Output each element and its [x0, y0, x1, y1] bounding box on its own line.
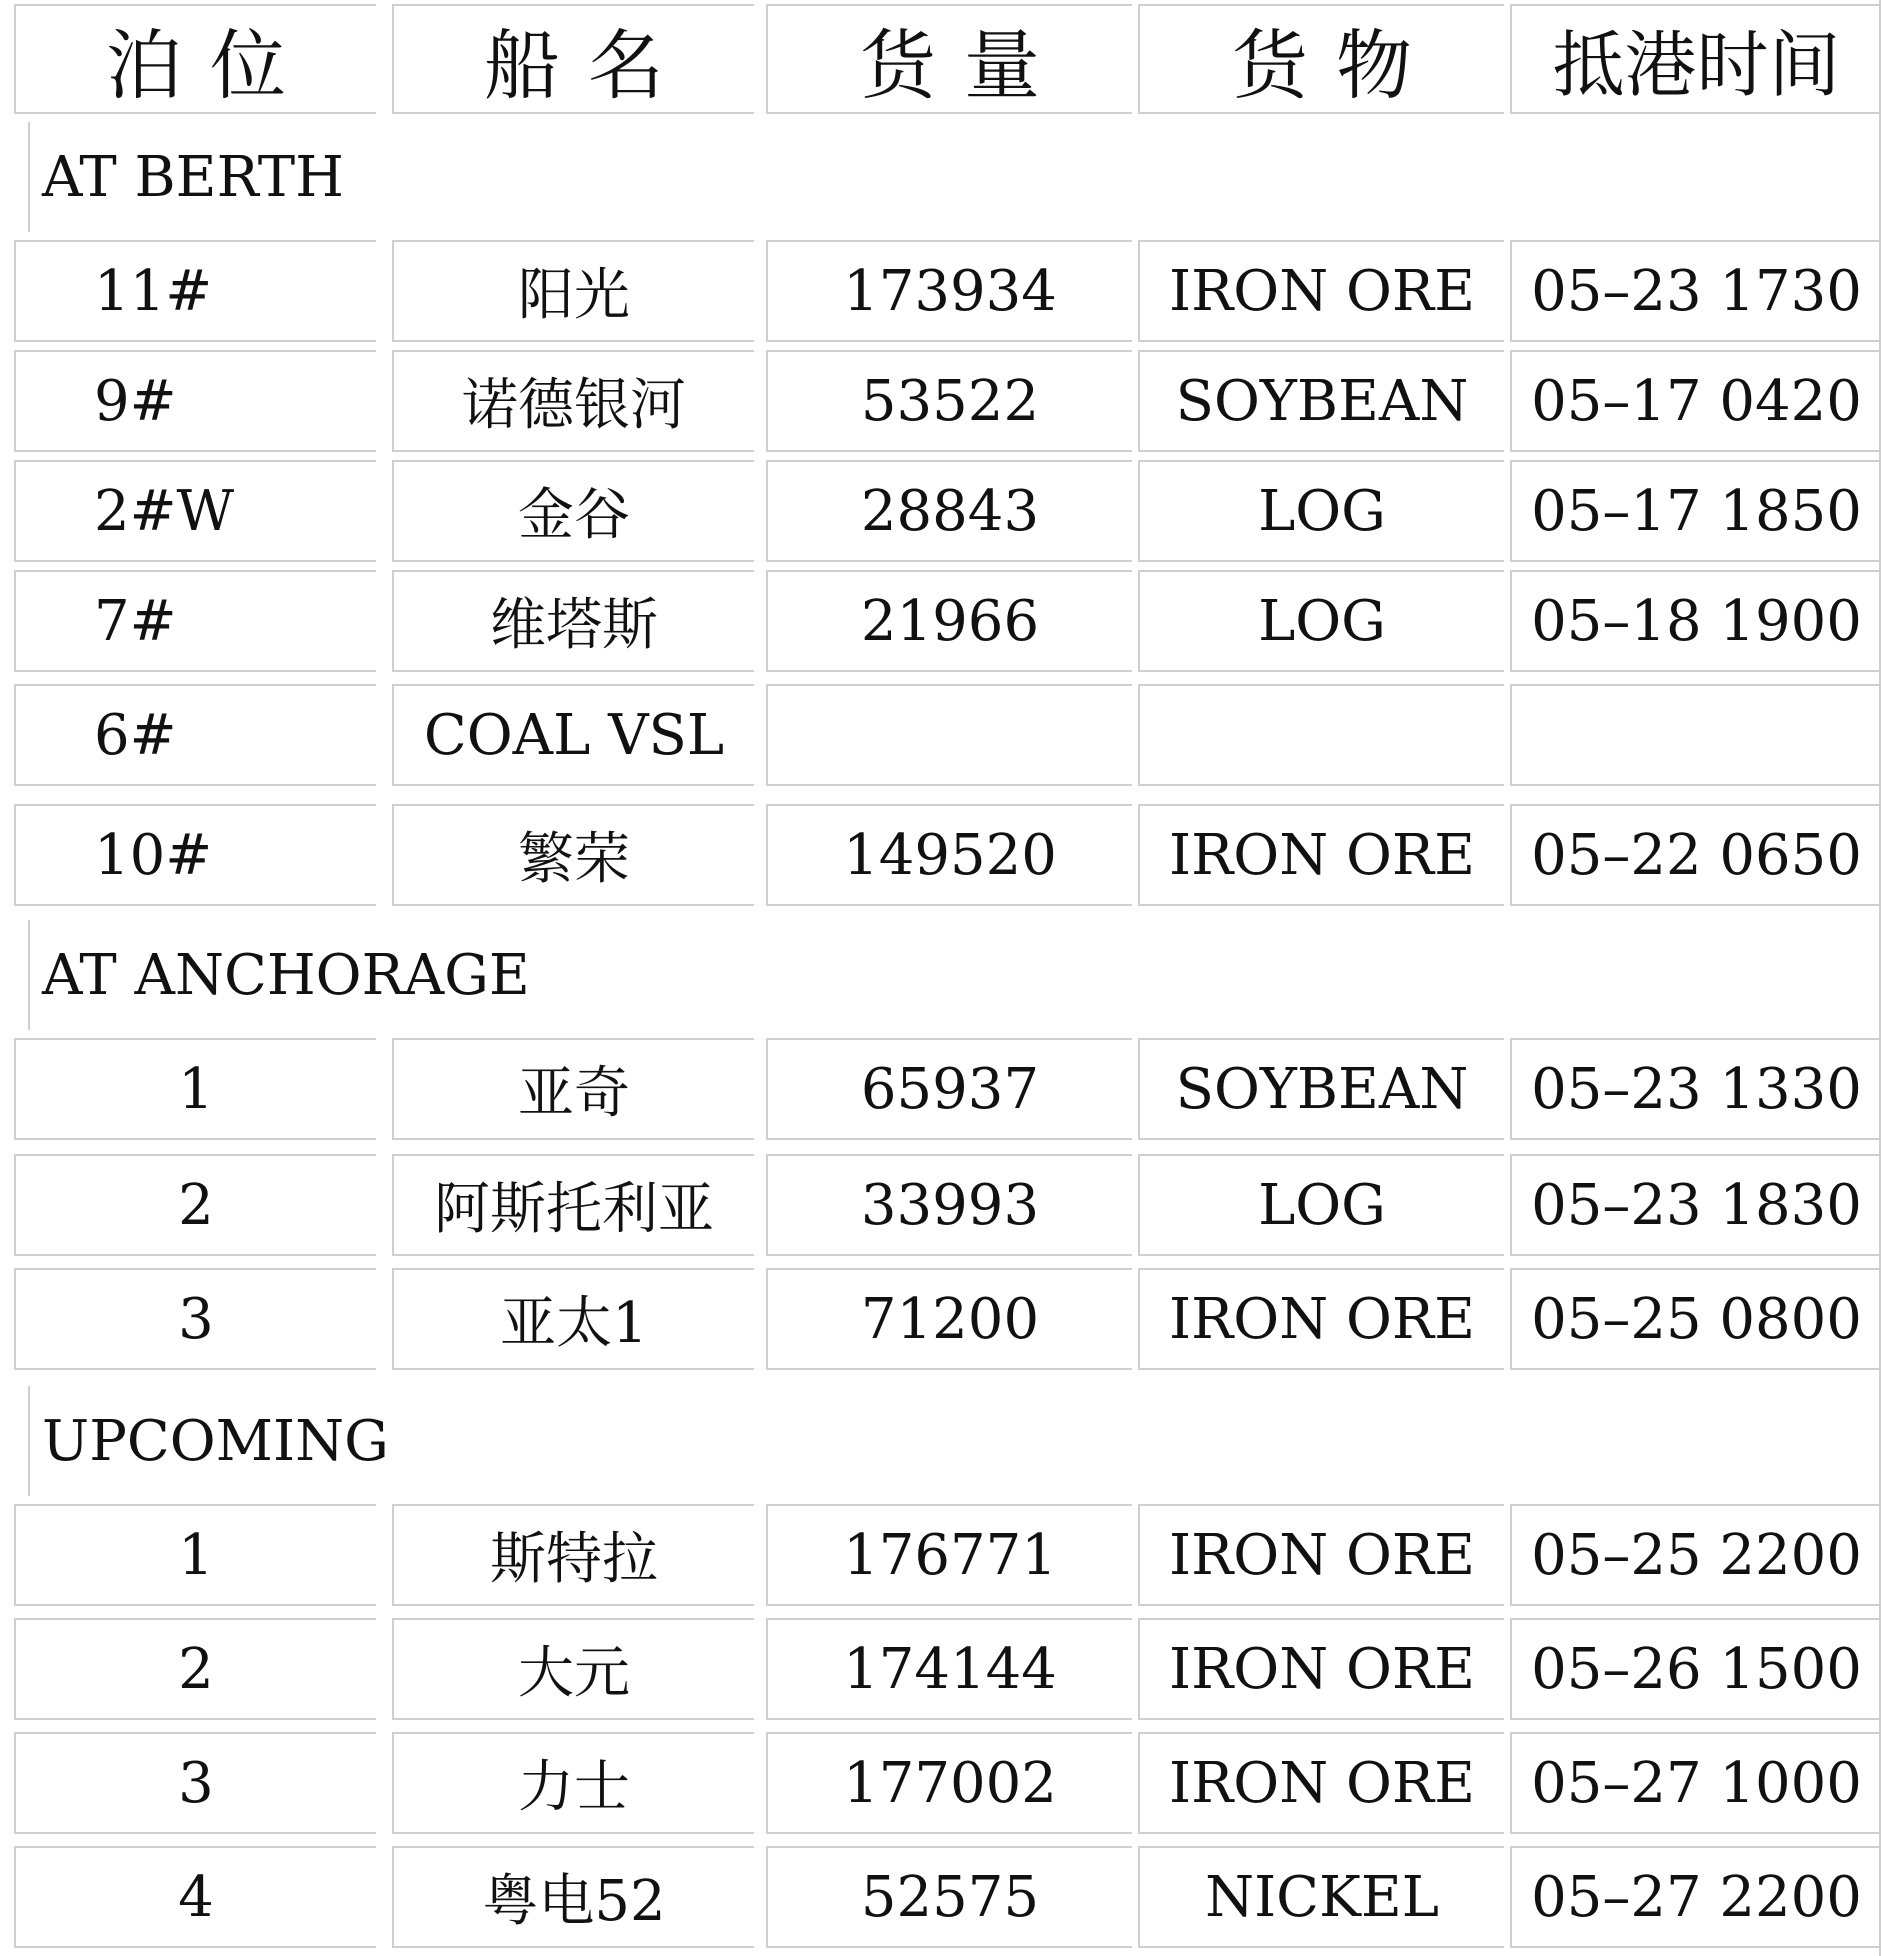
berth-cell: 10#: [14, 804, 376, 906]
eta-cell: 05–22 0650: [1510, 804, 1881, 906]
cargo-cell: IRON ORE: [1138, 1732, 1504, 1834]
quantity-cell: 52575: [766, 1846, 1132, 1948]
eta-cell: [1510, 684, 1881, 786]
header-vessel: 船名: [392, 4, 754, 114]
vessel-cell: 斯特拉: [392, 1504, 754, 1606]
cargo-cell: IRON ORE: [1138, 240, 1504, 342]
table-row: [14, 1150, 1881, 1260]
header-eta: 抵港时间: [1510, 4, 1881, 114]
vessel-cell: 阿斯托利亚: [392, 1154, 754, 1256]
section-label-at-berth: AT BERTH: [28, 122, 1881, 232]
cargo-cell: LOG: [1138, 1154, 1504, 1256]
cargo-cell: SOYBEAN: [1138, 1038, 1504, 1140]
table-row: [14, 1614, 1881, 1724]
quantity-cell: 21966: [766, 570, 1132, 672]
table-row: [14, 456, 1881, 566]
vessel-cell: 力士: [392, 1732, 754, 1834]
berth-cell: 1: [14, 1504, 376, 1606]
cargo-cell: IRON ORE: [1138, 1618, 1504, 1720]
cargo-cell: SOYBEAN: [1138, 350, 1504, 452]
quantity-cell: 149520: [766, 804, 1132, 906]
berth-cell: 4: [14, 1846, 376, 1948]
vessel-cell: 阳光: [392, 240, 754, 342]
quantity-cell: 177002: [766, 1732, 1132, 1834]
vessel-cell: 诺德银河: [392, 350, 754, 452]
quantity-cell: 174144: [766, 1618, 1132, 1720]
eta-cell: 05–23 1730: [1510, 240, 1881, 342]
table-row: [14, 680, 1881, 790]
table-row: [14, 346, 1881, 456]
berth-cell: 3: [14, 1268, 376, 1370]
vessel-cell: 粤电52: [392, 1846, 754, 1948]
eta-cell: 05–27 2200: [1510, 1846, 1881, 1948]
header-cargo: 货物: [1138, 4, 1504, 114]
cargo-cell: [1138, 684, 1504, 786]
berth-cell: 9#: [14, 350, 376, 452]
quantity-cell: 173934: [766, 240, 1132, 342]
vessel-cell: 亚奇: [392, 1038, 754, 1140]
section-label-at-anchorage: AT ANCHORAGE: [28, 920, 1881, 1030]
eta-cell: 05–26 1500: [1510, 1618, 1881, 1720]
header-berth: 泊位: [14, 4, 376, 114]
table-row: [14, 1264, 1881, 1374]
vessel-cell: COAL VSL: [392, 684, 754, 786]
eta-cell: 05–27 1000: [1510, 1732, 1881, 1834]
eta-cell: 05–17 0420: [1510, 350, 1881, 452]
berth-cell: 1: [14, 1038, 376, 1140]
quantity-cell: [766, 684, 1132, 786]
header-quantity: 货量: [766, 4, 1132, 114]
eta-cell: 05–25 2200: [1510, 1504, 1881, 1606]
cargo-cell: LOG: [1138, 460, 1504, 562]
quantity-cell: 28843: [766, 460, 1132, 562]
section-label-upcoming: UPCOMING: [28, 1386, 1881, 1496]
port-schedule-table: [14, 0, 1881, 1956]
berth-cell: 2: [14, 1618, 376, 1720]
quantity-cell: 53522: [766, 350, 1132, 452]
eta-cell: 05–23 1830: [1510, 1154, 1881, 1256]
cargo-cell: NICKEL: [1138, 1846, 1504, 1948]
table-header-row: [14, 0, 1881, 118]
table-row: [14, 1500, 1881, 1610]
table-row: [14, 1728, 1881, 1838]
berth-cell: 11#: [14, 240, 376, 342]
eta-cell: 05–18 1900: [1510, 570, 1881, 672]
vessel-cell: 金谷: [392, 460, 754, 562]
quantity-cell: 176771: [766, 1504, 1132, 1606]
quantity-cell: 65937: [766, 1038, 1132, 1140]
berth-cell: 2: [14, 1154, 376, 1256]
berth-cell: 6#: [14, 684, 376, 786]
table-row: [14, 800, 1881, 910]
berth-cell: 3: [14, 1732, 376, 1834]
eta-cell: 05–23 1330: [1510, 1038, 1881, 1140]
eta-cell: 05–25 0800: [1510, 1268, 1881, 1370]
table-row: [14, 236, 1881, 346]
cargo-cell: LOG: [1138, 570, 1504, 672]
eta-cell: 05–17 1850: [1510, 460, 1881, 562]
vessel-cell: 亚太1: [392, 1268, 754, 1370]
cargo-cell: IRON ORE: [1138, 1268, 1504, 1370]
cargo-cell: IRON ORE: [1138, 1504, 1504, 1606]
table-row: [14, 1034, 1881, 1144]
berth-cell: 2#W: [14, 460, 376, 562]
berth-cell: 7#: [14, 570, 376, 672]
table-row: [14, 566, 1881, 676]
table-row: [14, 1842, 1881, 1952]
cargo-cell: IRON ORE: [1138, 804, 1504, 906]
vessel-cell: 维塔斯: [392, 570, 754, 672]
vessel-cell: 繁荣: [392, 804, 754, 906]
vessel-cell: 大元: [392, 1618, 754, 1720]
quantity-cell: 33993: [766, 1154, 1132, 1256]
quantity-cell: 71200: [766, 1268, 1132, 1370]
